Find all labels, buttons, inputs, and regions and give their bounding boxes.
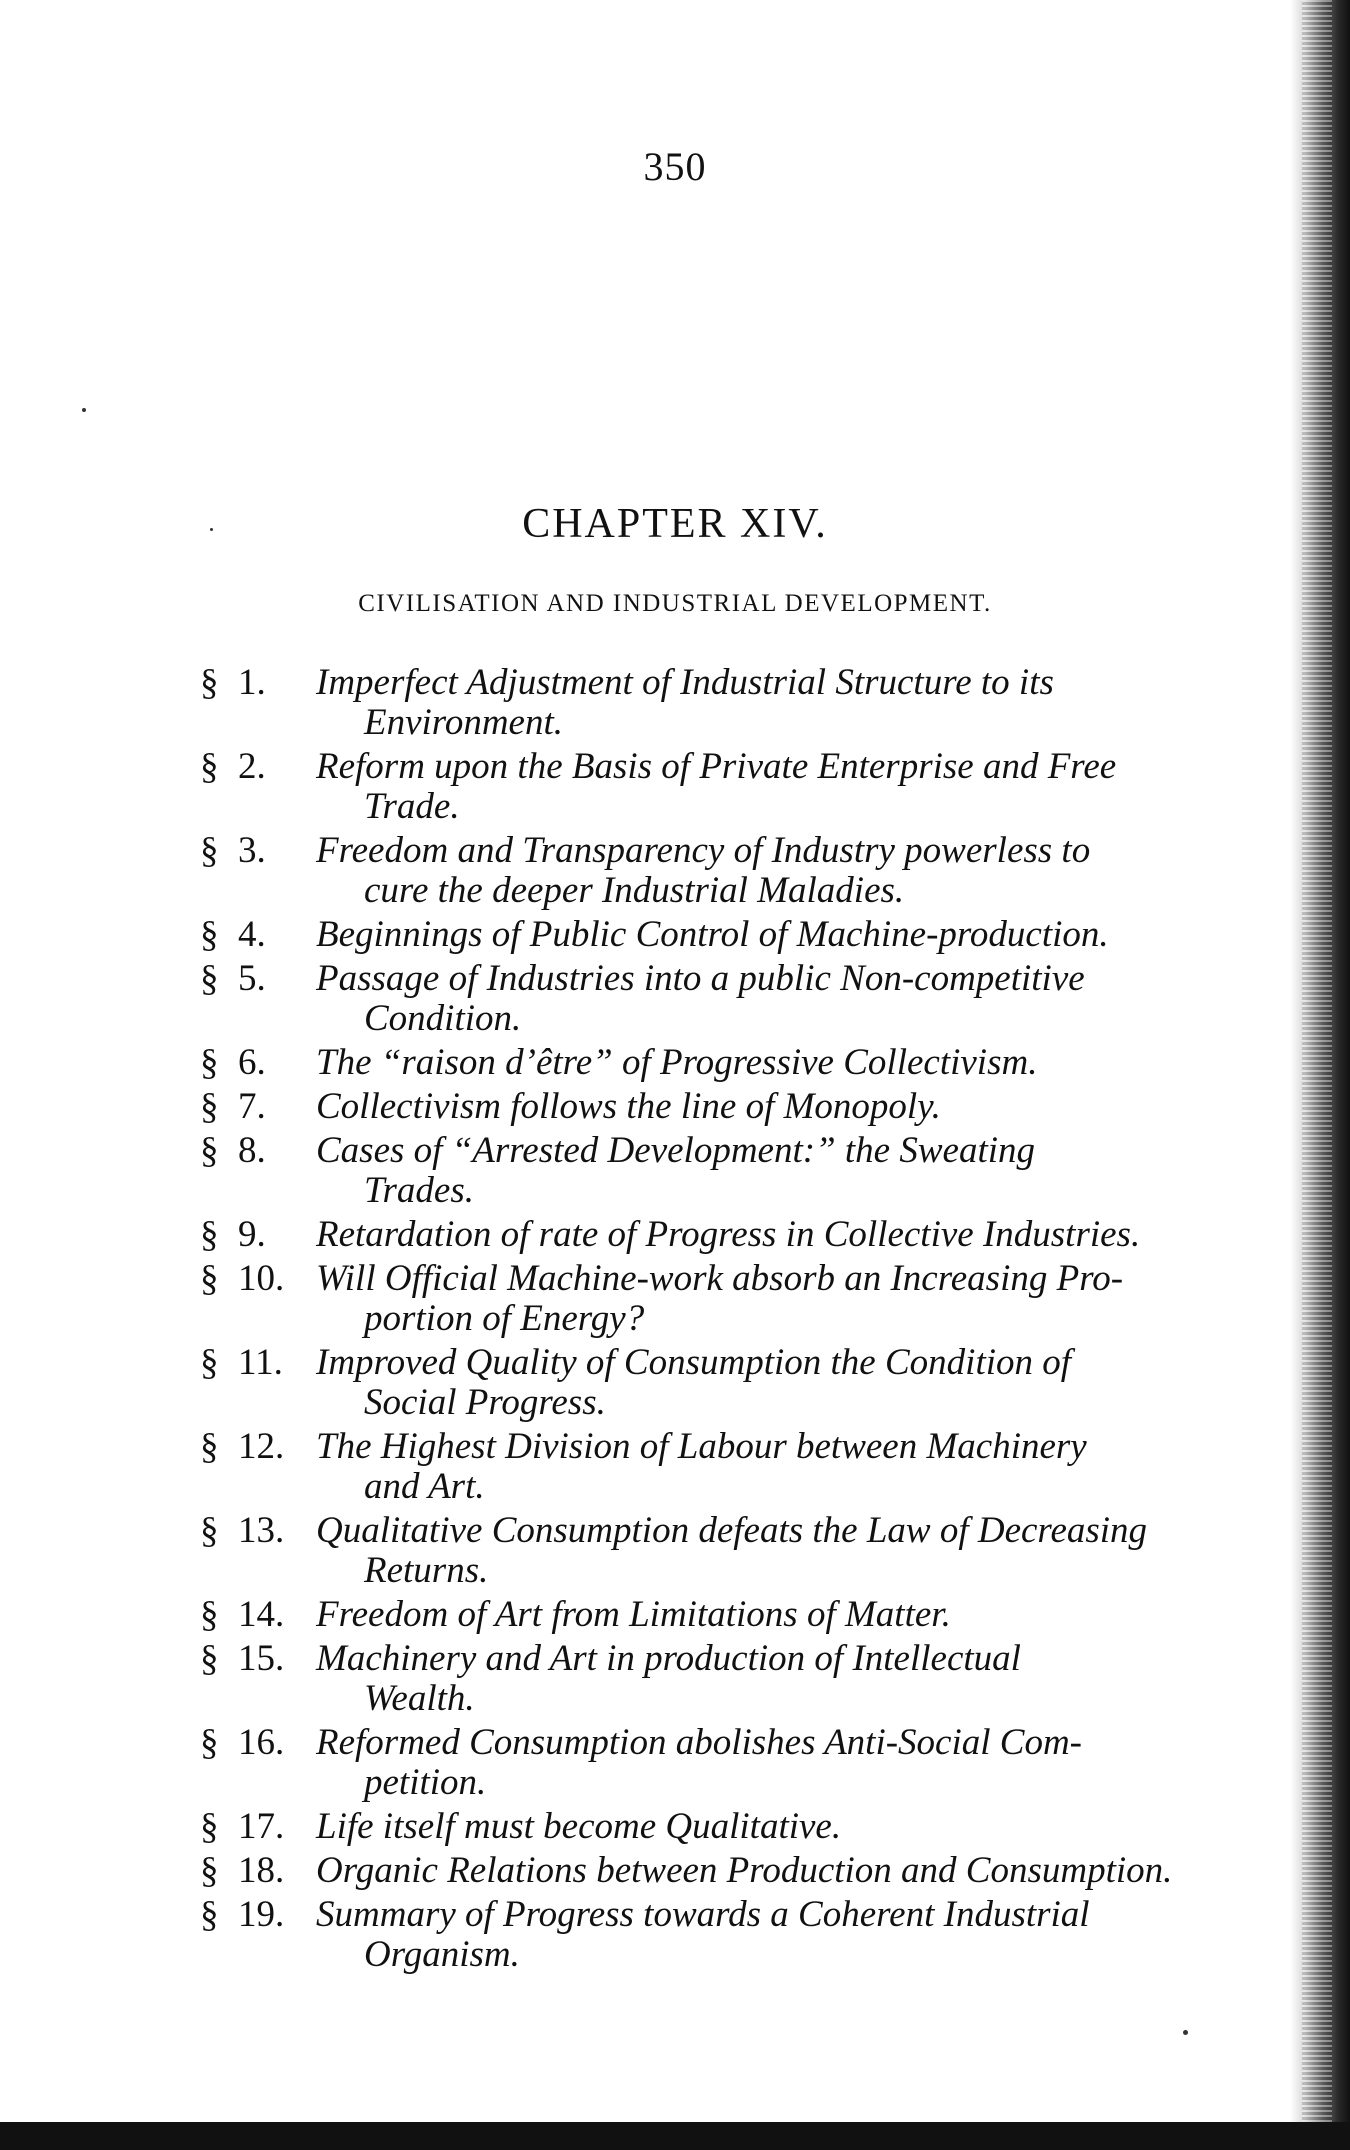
section-title: Will Official Machine-work absorb an Increasing Pro- portion of Energy?	[316, 1258, 1124, 1339]
section-entry-7	[200, 1087, 1220, 1127]
section-entry-16	[200, 1723, 1220, 1803]
section-marker: § 10.	[200, 1258, 285, 1299]
section-marker: § 3.	[200, 830, 266, 871]
section-title: Reformed Consumption abolishes Anti-Social Com- petition.	[316, 1722, 1082, 1803]
section-title: Imperfect Adjustment of Industrial Structure to its Environment.	[316, 662, 1054, 743]
section-entry-1	[200, 663, 1220, 743]
scan-speck	[210, 528, 213, 531]
section-title: Machinery and Art in production of Intellectual Wealth.	[316, 1638, 1021, 1719]
section-entry-17	[200, 1807, 1220, 1847]
section-marker: § 2.	[200, 746, 266, 787]
section-contents-list	[200, 663, 1220, 1979]
section-entry-8	[200, 1131, 1220, 1211]
section-marker: § 15.	[200, 1638, 285, 1679]
section-title: Life itself must become Qualitative.	[316, 1806, 842, 1847]
section-entry-5	[200, 959, 1220, 1039]
scan-speck	[1183, 2030, 1188, 2035]
section-entry-2	[200, 747, 1220, 827]
section-marker: § 1.	[200, 662, 266, 703]
scan-bottom-border	[0, 2122, 1350, 2150]
page-number: 350	[643, 144, 707, 189]
section-marker: § 5.	[200, 958, 266, 999]
section-marker: § 14.	[200, 1594, 285, 1635]
section-title: Reform upon the Basis of Private Enterprise and Free Trade.	[316, 746, 1117, 827]
section-title: Summary of Progress towards a Coherent Industrial Organism.	[316, 1894, 1090, 1975]
section-entry-11	[200, 1343, 1220, 1423]
section-entry-19	[200, 1895, 1220, 1975]
scan-speck	[82, 408, 86, 412]
section-entry-13	[200, 1511, 1220, 1591]
section-entry-18	[200, 1851, 1220, 1891]
section-title: Improved Quality of Consumption the Condition of Social Progress.	[316, 1342, 1072, 1423]
section-marker: § 8.	[200, 1130, 266, 1171]
section-marker: § 9.	[200, 1214, 266, 1255]
section-title: Retardation of rate of Progress in Collective Industries.	[316, 1214, 1141, 1255]
section-marker: § 18.	[200, 1850, 285, 1891]
section-marker: § 13.	[200, 1510, 285, 1551]
section-title: Organic Relations between Production and Consumption.	[316, 1850, 1173, 1891]
section-marker: § 4.	[200, 914, 266, 955]
section-title: Freedom of Art from Limitations of Matter.	[316, 1594, 951, 1635]
section-marker: § 19.	[200, 1894, 285, 1935]
section-title: The “raison d’être” of Progressive Collectivism.	[316, 1042, 1038, 1083]
section-title: Passage of Industries into a public Non-competitive Condition.	[316, 958, 1085, 1039]
section-marker: § 6.	[200, 1042, 266, 1083]
section-marker: § 17.	[200, 1806, 285, 1847]
section-entry-4	[200, 915, 1220, 955]
section-entry-9	[200, 1215, 1220, 1255]
section-title: Cases of “Arrested Development:” the Sweating Trades.	[316, 1130, 1036, 1211]
section-marker: § 12.	[200, 1426, 285, 1467]
chapter-subtitle: CIVILISATION AND INDUSTRIAL DEVELOPMENT.	[358, 590, 992, 617]
section-marker: § 16.	[200, 1722, 285, 1763]
section-title: The Highest Division of Labour between Machinery and Art.	[316, 1426, 1087, 1507]
section-entry-15	[200, 1639, 1220, 1719]
page-edge-texture	[1302, 0, 1332, 2150]
section-marker: § 11.	[200, 1342, 283, 1383]
section-title: Beginnings of Public Control of Machine-production.	[316, 914, 1109, 955]
section-entry-14	[200, 1595, 1220, 1635]
section-title: Freedom and Transparency of Industry powerless to cure the deeper Industrial Maladies.	[316, 830, 1091, 911]
section-marker: § 7.	[200, 1086, 266, 1127]
section-entry-3	[200, 831, 1220, 911]
section-entry-12	[200, 1427, 1220, 1507]
section-title: Qualitative Consumption defeats the Law of Decreasing Returns.	[316, 1510, 1148, 1591]
chapter-title: CHAPTER XIV.	[522, 501, 828, 547]
section-entry-10	[200, 1259, 1220, 1339]
section-title: Collectivism follows the line of Monopoly.	[316, 1086, 941, 1127]
section-entry-6	[200, 1043, 1220, 1083]
